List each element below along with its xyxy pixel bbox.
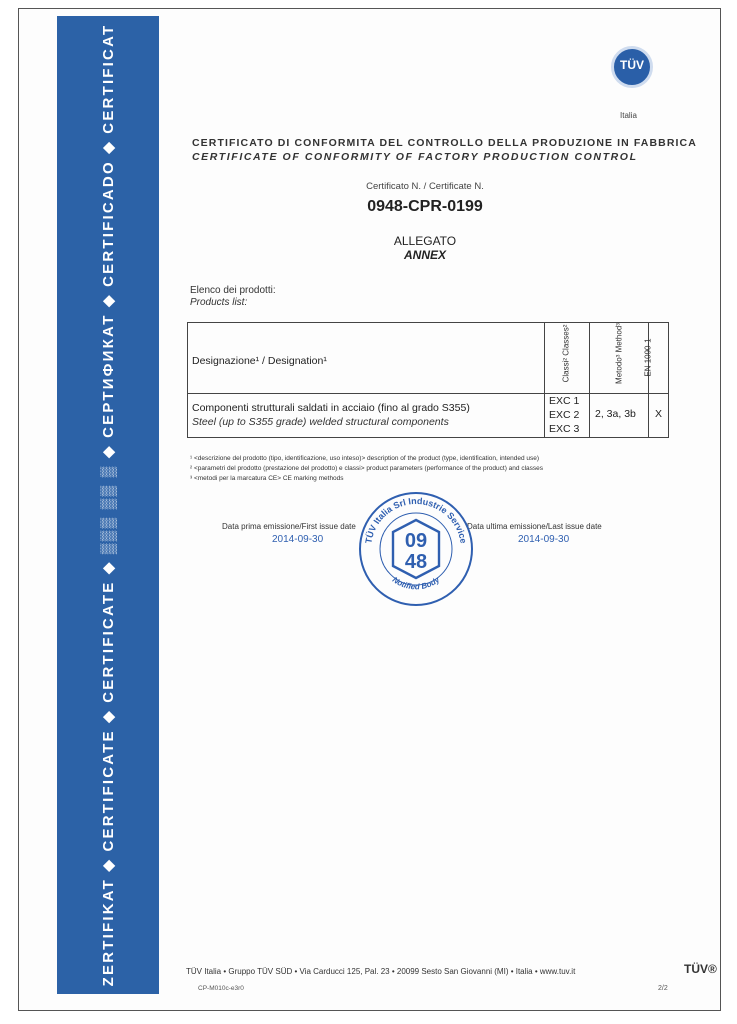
header-designation: Designazione¹ / Designation¹ [192, 355, 327, 367]
certificate-number-label: Certificato N. / Certificate N. [366, 181, 484, 192]
table-divider [544, 323, 545, 437]
class-value: EXC 3 [549, 423, 580, 435]
title-english: CERTIFICATE OF CONFORMITY OF FACTORY PRODUCTION CONTROL [192, 151, 638, 163]
stamp-number-bottom: 48 [404, 551, 428, 573]
products-list-label-italian: Elenco dei prodotti: [190, 285, 276, 296]
logo-text: TÜV [620, 58, 644, 72]
annex-english: ANNEX [403, 248, 446, 262]
products-table [187, 322, 669, 438]
en-1090-mark: X [655, 408, 663, 420]
stamp-top-text: TÜV Italia Srl Industrie Service [363, 495, 469, 545]
products-list-label-english: Products list: [190, 297, 248, 308]
footer-tuv-logo: TÜV® [684, 962, 717, 976]
class-value: EXC 1 [549, 395, 580, 407]
table-divider [188, 393, 668, 394]
header-method: Metodo³ Method³ [614, 323, 624, 384]
certificate-number: 0948-CPR-0199 [367, 198, 483, 215]
product-designation-italian: Componenti strutturali saldati in acciaio (fino al grado S355) [192, 402, 470, 414]
footnote: ² <parametri del prodotto (prestazione del prodotto) e classi> product parameters (performance of the product) and classes [190, 465, 543, 472]
footer-address: TÜV Italia • Gruppo TÜV SÜD • Via Carducci 125, Pal. 23 • 20099 Sesto San Giovanni (MI) • Italia • www.tuv.it [186, 967, 576, 976]
page-number: 2/2 [658, 985, 668, 992]
product-designation-english: Steel (up to S355 grade) welded structural components [192, 416, 449, 428]
table-divider [589, 323, 590, 437]
certificate-side-band [57, 16, 159, 994]
header-en-1090: EN 1090-1 [643, 338, 653, 377]
class-value: EXC 2 [549, 409, 580, 421]
header-classes: Classi² Classes² [561, 324, 571, 383]
footnote: ¹ <descrizione del prodotto (tipo, identificazione, uso inteso)> description of the product (type, identification, intended use) [190, 455, 540, 462]
last-issue-label: Data ultima emissione/Last issue date [467, 522, 602, 531]
method-value: 2, 3a, 3b [595, 408, 636, 420]
footnote: ³ <metodi per la marcatura CE> CE marking methods [190, 475, 344, 482]
band-text: ZERTIFIKAT ◆ CERTIFICATE ◆ CERTIFICATE ◆ ▒▒▒ ▒▒ ▒ ◆ СЕРТИФИКАТ ◆ CERTIFICADO ◆ CERTIFICAT [100, 23, 117, 987]
first-issue-date: 2014-09-30 [272, 534, 324, 545]
stamp-number-top: 09 [404, 530, 428, 552]
document-code: CP-M010c-e3r0 [198, 985, 244, 992]
stamp-bottom-text: Notified Body [390, 575, 442, 592]
title-italian: CERTIFICATO DI CONFORMITA DEL CONTROLLO DELLA PRODUZIONE IN FABBRICA [192, 137, 697, 149]
logo-subtitle: Italia [620, 111, 637, 120]
last-issue-date: 2014-09-30 [518, 534, 570, 545]
annex-italian: ALLEGATO [393, 234, 457, 248]
notified-body-stamp [357, 490, 475, 608]
first-issue-label: Data prima emissione/First issue date [222, 522, 356, 531]
tuv-logo-icon [611, 46, 653, 88]
